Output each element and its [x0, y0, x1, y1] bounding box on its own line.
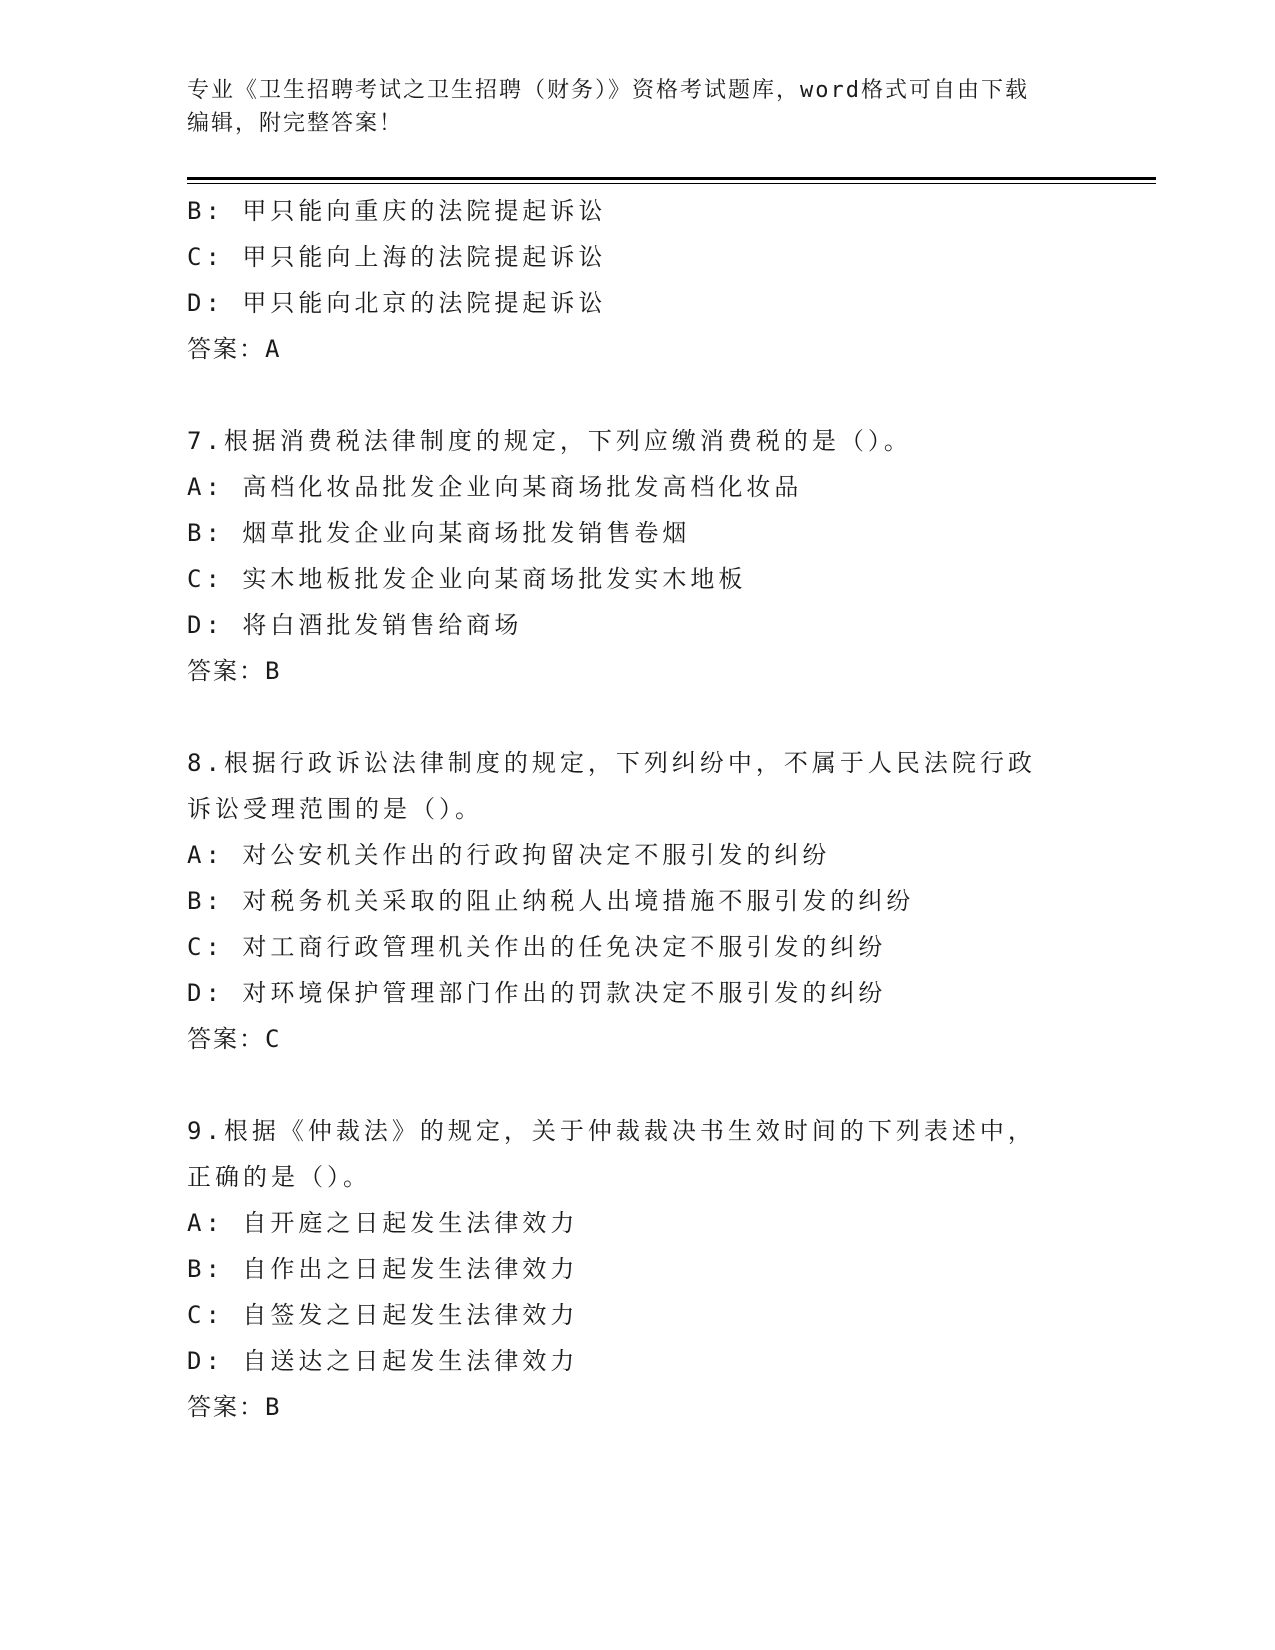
- spacer: [187, 372, 1087, 418]
- header-rule-thick: [187, 177, 1156, 180]
- option-c: C: 实木地板批发企业向某商场批发实木地板: [187, 565, 747, 593]
- document-header: [187, 74, 1067, 140]
- question-stem-cont: 诉讼受理范围的是（）。: [187, 795, 483, 823]
- question-stem: 7.根据消费税法律制度的规定，下列应缴消费税的是（）。: [187, 427, 912, 455]
- option-c: C: 对工商行政管理机关作出的任免决定不服引发的纠纷: [187, 933, 887, 961]
- question-9: [187, 1108, 1087, 1430]
- spacer: [187, 1062, 1087, 1108]
- question-7: [187, 418, 1087, 694]
- option-d: D: 甲只能向北京的法院提起诉讼: [187, 289, 607, 317]
- question-stem-cont: 正确的是（）。: [187, 1163, 371, 1191]
- answer-line: 答案：B: [187, 657, 282, 685]
- option-b: B: 自作出之日起发生法律效力: [187, 1255, 579, 1283]
- answer-line: 答案：C: [187, 1025, 282, 1053]
- option-a: A: 对公安机关作出的行政拘留决定不服引发的纠纷: [187, 841, 831, 869]
- answer-line: 答案：B: [187, 1393, 282, 1421]
- option-c: C: 自签发之日起发生法律效力: [187, 1301, 579, 1329]
- option-a: A: 高档化妆品批发企业向某商场批发高档化妆品: [187, 473, 803, 501]
- option-b: B: 甲只能向重庆的法院提起诉讼: [187, 197, 607, 225]
- question-stem: 9.根据《仲裁法》的规定，关于仲裁裁决书生效时间的下列表述中，: [187, 1117, 1036, 1145]
- option-a: A: 自开庭之日起发生法律效力: [187, 1209, 579, 1237]
- question-stem: 8.根据行政诉讼法律制度的规定，下列纠纷中，不属于人民法院行政: [187, 749, 1036, 777]
- option-d: D: 对环境保护管理部门作出的罚款决定不服引发的纠纷: [187, 979, 887, 1007]
- spacer: [187, 694, 1087, 740]
- header-rule-thin: [187, 183, 1156, 184]
- header-line-2: 编辑，附完整答案！: [187, 111, 404, 136]
- option-d: D: 自送达之日起发生法律效力: [187, 1347, 579, 1375]
- header-line-1: 专业《卫生招聘考试之卫生招聘（财务）》资格考试题库，word格式可自由下载: [187, 78, 1029, 103]
- option-b: B: 烟草批发企业向某商场批发销售卷烟: [187, 519, 691, 547]
- option-c: C: 甲只能向上海的法院提起诉讼: [187, 243, 607, 271]
- answer-line: 答案：A: [187, 335, 282, 363]
- option-d: D: 将白酒批发销售给商场: [187, 611, 523, 639]
- question-previous: [187, 188, 1087, 372]
- document-body: [187, 188, 1087, 1430]
- question-8: [187, 740, 1087, 1062]
- option-b: B: 对税务机关采取的阻止纳税人出境措施不服引发的纠纷: [187, 887, 915, 915]
